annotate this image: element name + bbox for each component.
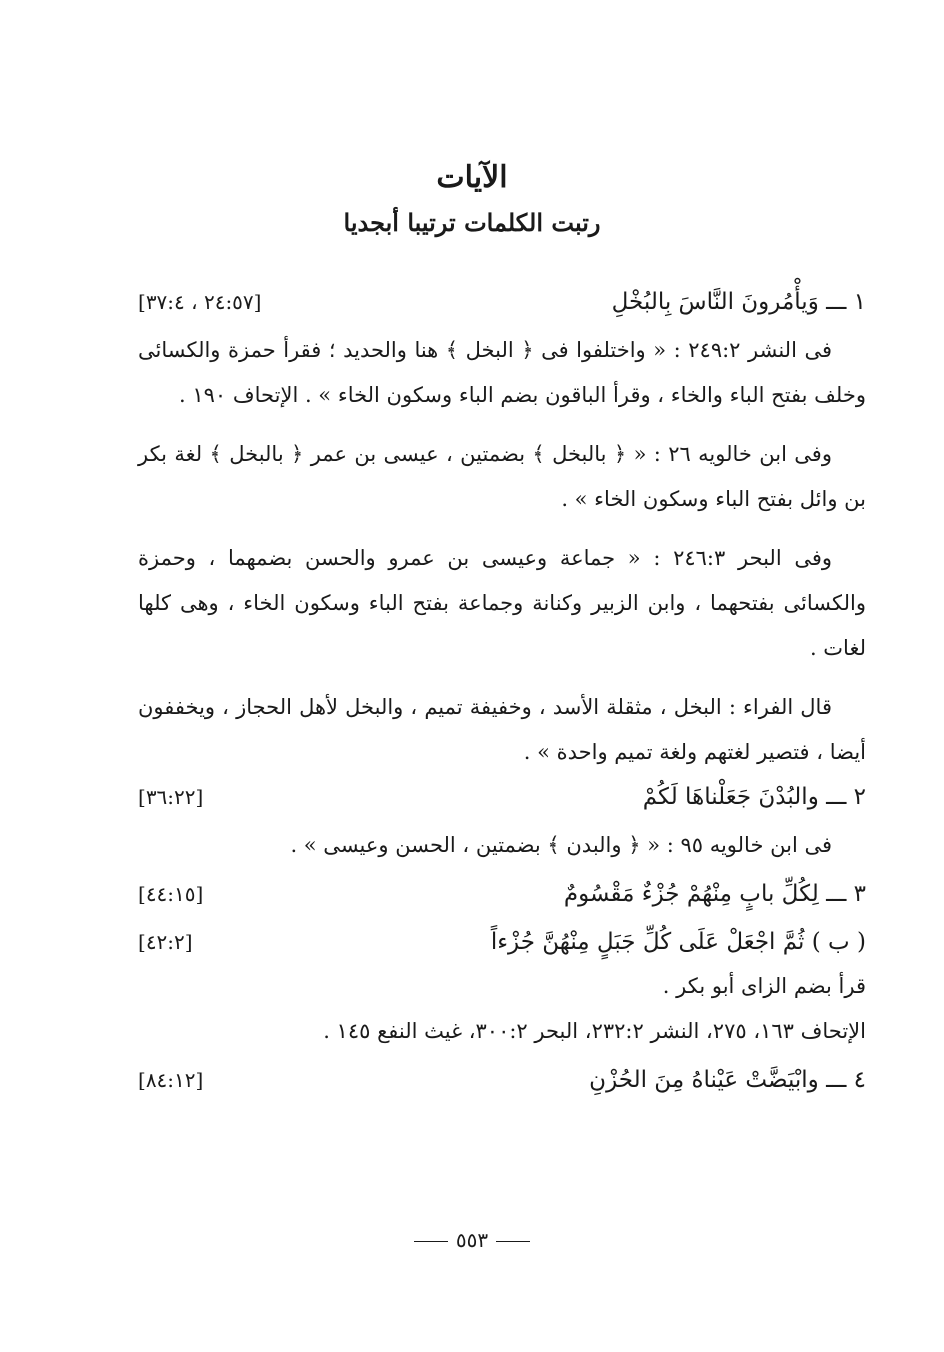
verse-reference: [٢٤:٥٧ ، ٣٧:٤] (138, 290, 262, 314)
verse-reference: [٨٤:١٢] (138, 1068, 204, 1092)
verse-text: ٢ ـــ والبُدْنَ جَعَلْناهَا لَكُمْ (642, 784, 866, 810)
verse-reference: [٤٢:٢] (138, 930, 193, 954)
commentary-paragraph: وفى البحر ٢٤٦:٣ : « جماعة وعيسى بن عمرو والحسن بضمهما ، وحمزة والكسائى بفتحهما ، وابن الزبير وكنانة وجماعة بفتح الباء وسكون الخاء ، وهى كلها لغات . (138, 546, 866, 660)
verse-text: ( ب ) ثُمَّ اجْعَلْ عَلَى كُلِّ جَبَلٍ مِنْهُنَّ جُزْءاً (490, 929, 866, 955)
verse-text: ٣ ـــ لِكُلِّ بابٍ مِنْهُمْ جُزْءٌ مَقْسُومٌ (563, 881, 866, 907)
entry-heading (138, 920, 866, 964)
verse-text: ٤ ـــ وابْيَضَّتْ عَيْناهُ مِنَ الحُزْنِ (589, 1067, 866, 1093)
page-subtitle: رتبت الكلمات ترتيبا أبجديا (343, 208, 601, 237)
page-title: الآيات (436, 160, 508, 195)
page-footer (0, 1228, 944, 1252)
footer-dash-left (414, 1241, 448, 1242)
verse-reference: [٤٤:١٥] (138, 882, 204, 906)
commentary-paragraph: الإتحاف ١٦٣، ٢٧٥، النشر ٢٣٢:٢، البحر ٣٠٠:٢، غيث النفع ١٤٥ . (323, 1019, 866, 1043)
entry-heading (138, 872, 866, 916)
verse-reference: [٣٦:٢٢] (138, 785, 204, 809)
commentary-paragraph: قرأ بضم الزاى أبو بكر . (662, 974, 866, 998)
commentary-paragraph: فى ابن خالويه ٩٥ : « ﴿ والبدن ﴾ بضمتين ، الحسن وعيسى » . (290, 833, 832, 857)
commentary-paragraph: قال الفراء : البخل ، مثقلة الأسد ، وخفيفة تميم ، والبخل لأهل الحجاز ، ويخففون أيضا ، فتصير لغتهم ولغة تميم واحدة » . (138, 695, 866, 764)
commentary-paragraph: فى النشر ٢٤٩:٢ : « واختلفوا فى ﴿ البخل ﴾ هنا والحديد ؛ فقرأ حمزة والكسائى وخلف بفتح الباء والخاء ، وقرأ الباقون بضم الباء وسكون الخاء » . الإتحاف ١٩٠ . (138, 338, 866, 407)
commentary-paragraph: وفى ابن خالويه ٢٦ : « ﴿ بالبخل ﴾ بضمتين ، عيسى بن عمر ﴿ بالبخل ﴾ لغة بكر بن وائل بفتح الباء وسكون الخاء » . (138, 442, 866, 511)
entry-heading (138, 775, 866, 819)
page-number: ٥٥٣ (455, 1228, 489, 1252)
entry-heading (138, 280, 866, 324)
verse-text: ١ ـــ وَيأْمُرونَ النَّاسَ بِالبُخْلِ (611, 289, 866, 315)
content-body (138, 280, 866, 1102)
entry-heading (138, 1058, 866, 1102)
footer-dash-right (496, 1241, 530, 1242)
